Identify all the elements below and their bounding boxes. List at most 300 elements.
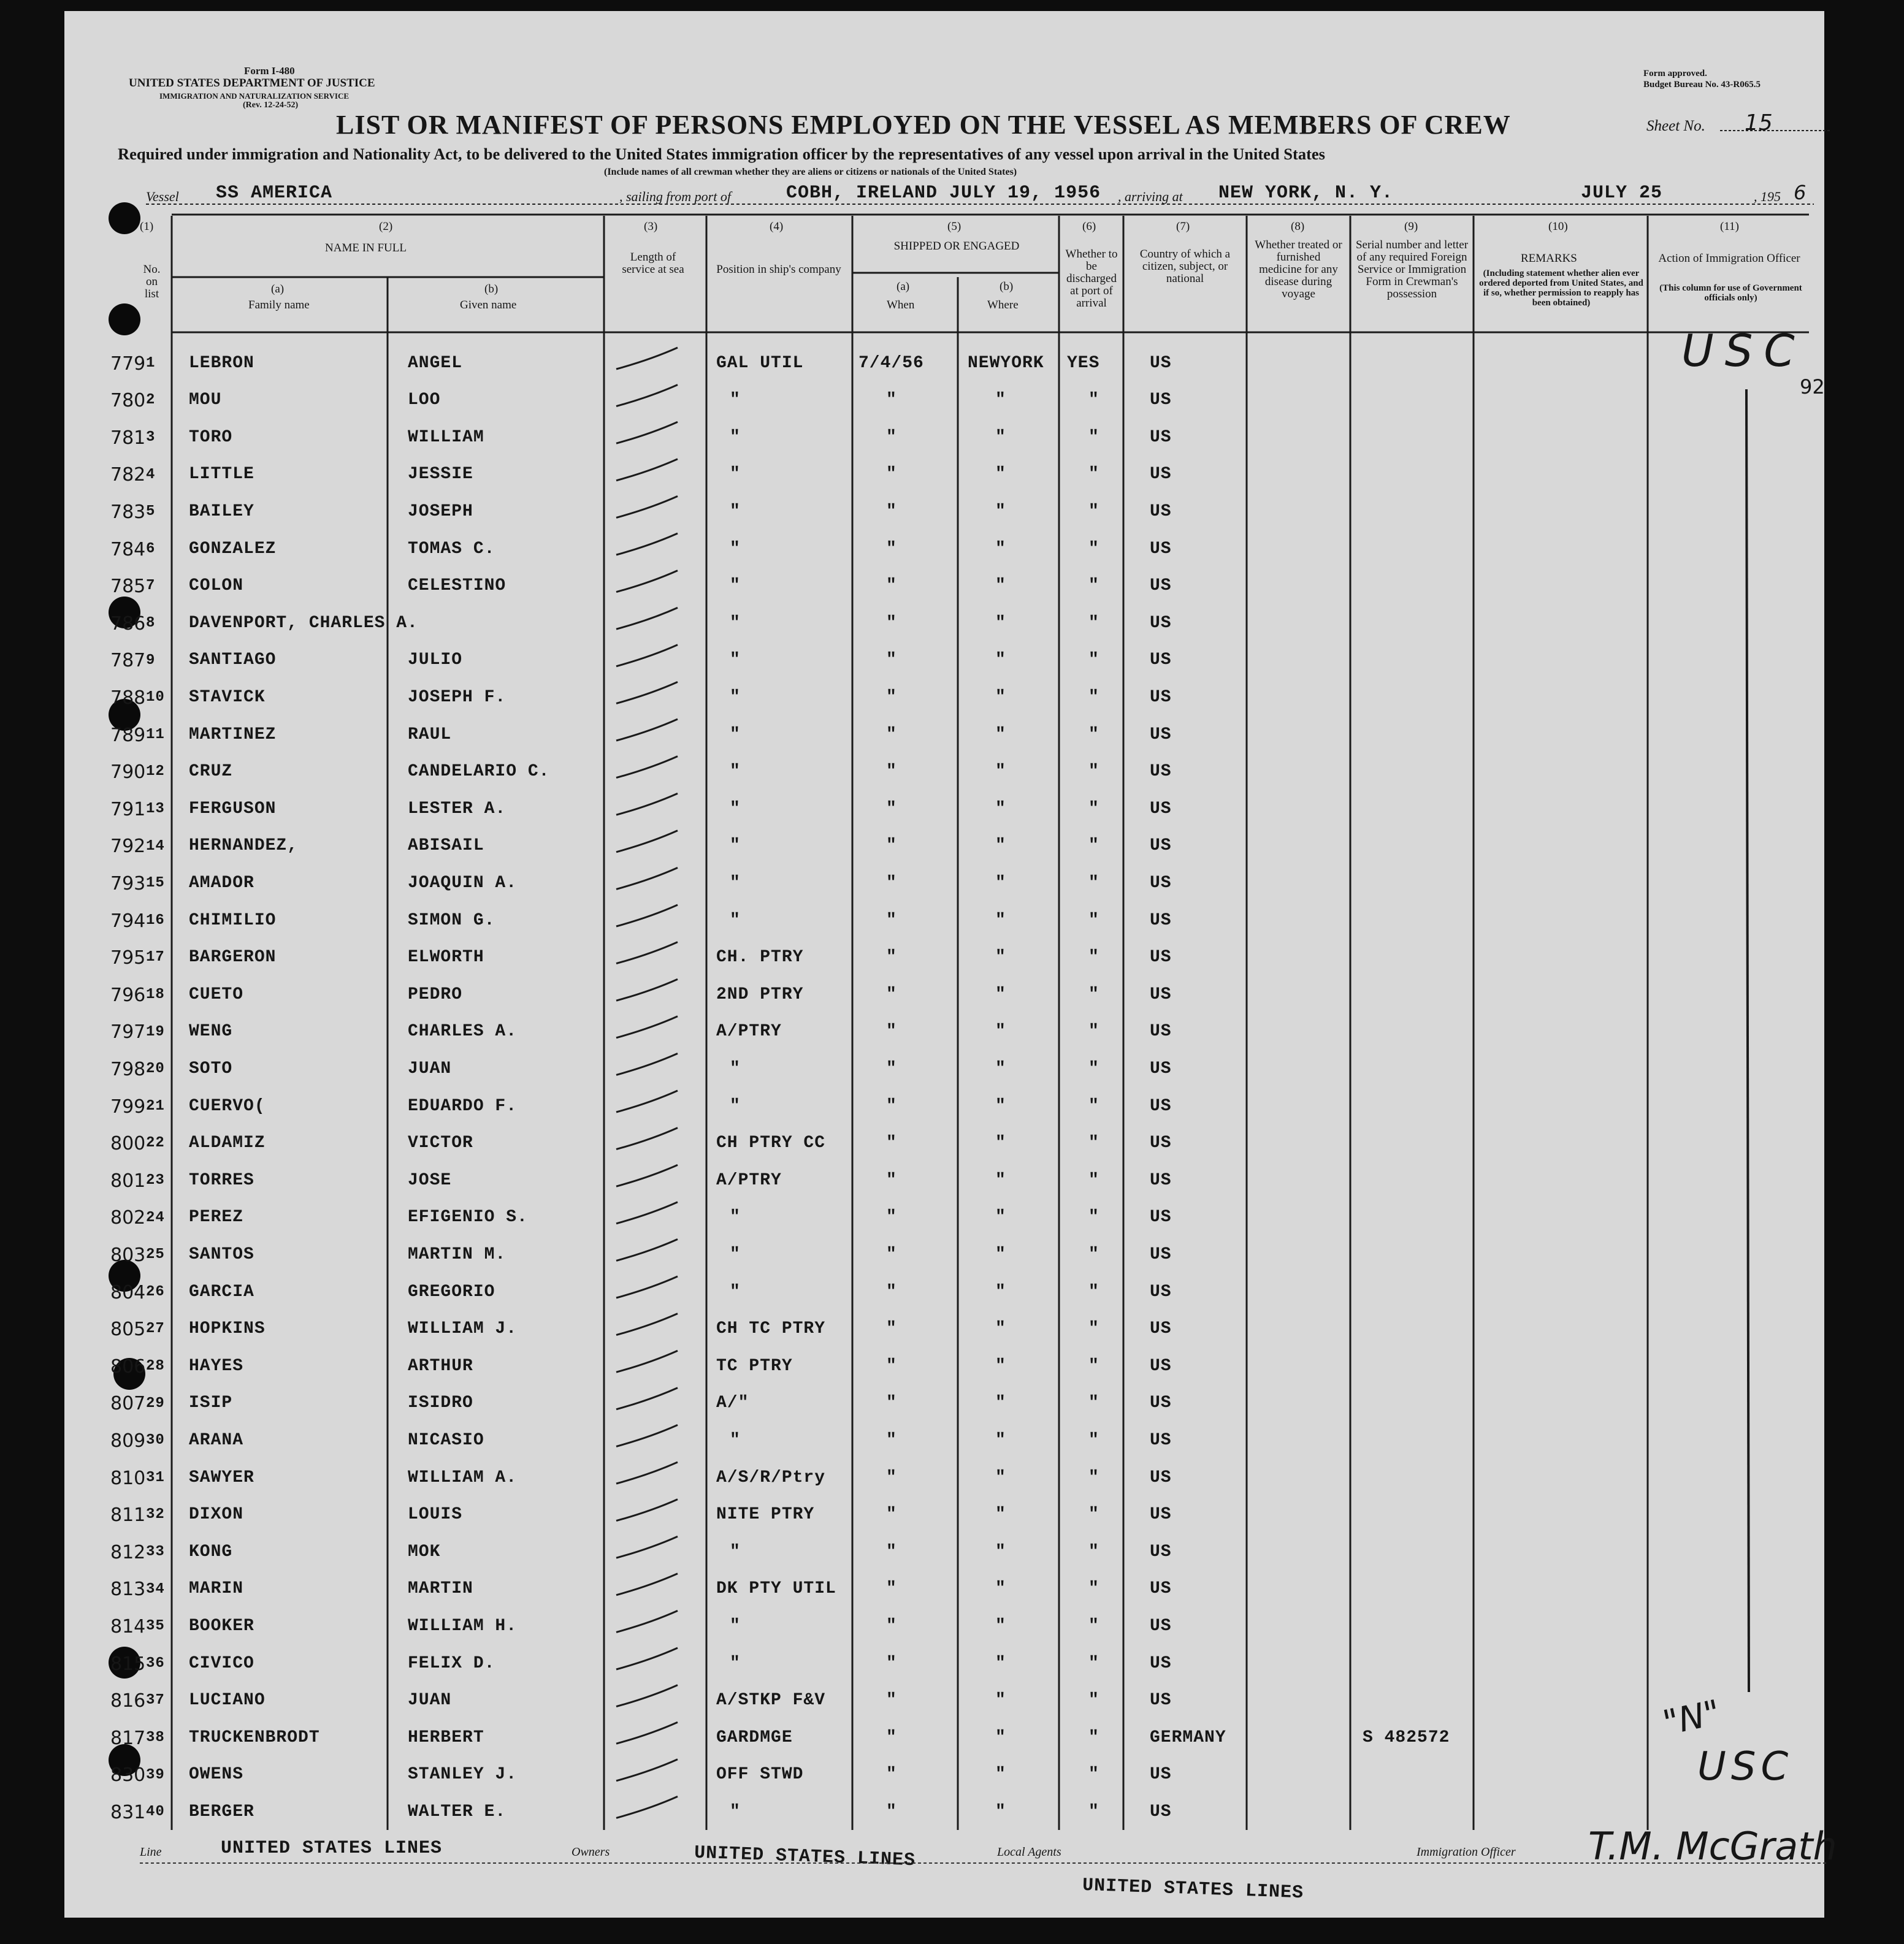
row-given-name: STANLEY J.: [408, 1765, 518, 1785]
service-check-mark: [616, 1128, 678, 1149]
row-given-name: JUAN: [408, 1059, 452, 1078]
col2b-number: (b): [484, 283, 499, 295]
row-given-name: JOSEPH: [408, 502, 473, 521]
officer-initials: "N": [1659, 1693, 1724, 1744]
service-check-mark: [616, 422, 678, 443]
row-country: US: [1150, 1765, 1172, 1785]
row-family-name: GONZALEZ: [189, 539, 277, 558]
row-shipped-when: ": [886, 539, 897, 558]
row-country: US: [1150, 1356, 1172, 1376]
row-number: 22: [146, 1135, 165, 1152]
row-position: ": [730, 1096, 741, 1116]
row-shipped-when: ": [886, 1653, 897, 1673]
row-stamp-number: 785: [110, 576, 146, 598]
row-shipped-when: ": [886, 576, 897, 596]
row-given-name: JOAQUIN A.: [408, 874, 518, 893]
year-digit: 6: [1794, 181, 1807, 204]
row-number: 33: [146, 1544, 165, 1560]
row-shipped-where: ": [995, 725, 1006, 744]
row-stamp-number: 804: [110, 1281, 146, 1303]
row-family-name: LITTLE: [189, 465, 254, 484]
row-country: US: [1150, 910, 1172, 930]
row-position: GARDMGE: [716, 1728, 793, 1747]
row-position: ": [730, 910, 741, 930]
row-position: ": [730, 1059, 741, 1078]
row-discharged: ": [1088, 1208, 1099, 1227]
row-number: 13: [146, 801, 165, 817]
col2-number: (2): [379, 220, 393, 233]
col9-header: Serial number and letter of any required Foreign Service or Immigration Form in Crewman's possession: [1355, 238, 1469, 300]
row-shipped-when: ": [886, 1393, 897, 1413]
row-stamp-number: 814: [110, 1615, 146, 1637]
row-discharged: ": [1088, 391, 1099, 410]
row-country: US: [1150, 502, 1172, 521]
row-country: US: [1150, 874, 1172, 893]
row-number: 40: [146, 1804, 165, 1821]
row-stamp-number: 781: [110, 427, 146, 449]
service-check-mark: [616, 1165, 678, 1186]
row-given-name: WILLIAM A.: [408, 1468, 518, 1487]
row-given-name: WILLIAM H.: [408, 1617, 518, 1636]
row-position: ": [730, 1245, 741, 1264]
row-stamp-number: 806: [110, 1355, 146, 1378]
row-shipped-when: ": [886, 910, 897, 930]
row-country: US: [1150, 353, 1172, 373]
row-family-name: STAVICK: [189, 688, 266, 707]
department-name: UNITED STATES DEPARTMENT OF JUSTICE: [129, 77, 375, 90]
row-discharged: ": [1088, 502, 1099, 521]
row-position: ": [730, 836, 741, 856]
row-number: 28: [146, 1358, 165, 1374]
row-number: 6: [146, 540, 156, 557]
row-stamp-number: 802: [110, 1207, 146, 1229]
row-family-name: ALDAMIZ: [189, 1134, 266, 1153]
row-family-name: MARIN: [189, 1579, 244, 1599]
row-discharged: ": [1088, 1505, 1099, 1525]
row-shipped-where: ": [995, 1245, 1006, 1264]
form-number: Form I-480: [244, 65, 295, 77]
service-check-mark: [616, 682, 678, 703]
row-shipped-when: ": [886, 1542, 897, 1561]
row-country: US: [1150, 613, 1172, 633]
row-position: ": [730, 539, 741, 558]
row-family-name: BOOKER: [189, 1617, 254, 1636]
row-shipped-when: ": [886, 948, 897, 967]
row-family-name: TORRES: [189, 1170, 254, 1190]
row-shipped-where: ": [995, 1134, 1006, 1153]
row-number: 23: [146, 1172, 165, 1189]
row-given-name: HERBERT: [408, 1728, 484, 1747]
service-check-mark: [616, 1016, 678, 1038]
row-country: US: [1150, 836, 1172, 856]
row-position: ": [730, 576, 741, 596]
row-discharged: ": [1088, 539, 1099, 558]
vessel-name: SS AMERICA: [216, 183, 333, 204]
row-position: A/STKP F&V: [716, 1691, 826, 1710]
row-discharged: ": [1088, 1319, 1099, 1339]
row-position: A/": [716, 1393, 749, 1413]
owners-label: Owners: [572, 1845, 610, 1859]
row-family-name: SANTIAGO: [189, 650, 277, 670]
row-shipped-where: ": [995, 948, 1006, 967]
footer-underline: [140, 1861, 1826, 1865]
row-stamp-number: 803: [110, 1244, 146, 1266]
row-country: US: [1150, 1691, 1172, 1710]
row-given-name: FELIX D.: [408, 1653, 495, 1673]
row-shipped-when: ": [886, 874, 897, 893]
row-country: US: [1150, 1802, 1172, 1821]
usc-stamp-top: USC: [1681, 325, 1806, 376]
usc-stamp-bottom: USC: [1697, 1744, 1794, 1790]
row-given-name: EDUARDO F.: [408, 1096, 518, 1116]
officer-label: Immigration Officer: [1417, 1845, 1516, 1859]
agents-label: Local Agents: [997, 1845, 1061, 1859]
budget-number: Budget Bureau No. 43-R065.5: [1643, 80, 1761, 90]
row-shipped-where: ": [995, 1393, 1006, 1413]
row-given-name: JOSE: [408, 1170, 452, 1190]
row-discharged: YES: [1067, 353, 1100, 373]
agents-value: UNITED STATES LINES: [1082, 1875, 1304, 1904]
row-shipped-when: ": [886, 1059, 897, 1078]
row-stamp-number: 794: [110, 910, 146, 932]
row-given-name: GREGORIO: [408, 1282, 495, 1302]
col4-header: Position in ship's company: [716, 263, 841, 276]
row-discharged: ": [1088, 1282, 1099, 1302]
row-discharged: ": [1088, 650, 1099, 670]
row-country: US: [1150, 688, 1172, 707]
row-given-name: PEDRO: [408, 985, 463, 1004]
row-number: 3: [146, 429, 156, 446]
row-family-name: MOU: [189, 391, 222, 410]
row-number: 27: [146, 1321, 165, 1338]
service-check-mark: [616, 1202, 678, 1224]
row-shipped-when: ": [886, 1579, 897, 1599]
row-country: US: [1150, 1505, 1172, 1525]
row-position: A/PTRY: [716, 1022, 782, 1042]
service-check-mark: [616, 1722, 678, 1744]
row-discharged: ": [1088, 465, 1099, 484]
row-discharged: ": [1088, 762, 1099, 782]
row-stamp-number: 801: [110, 1170, 146, 1192]
service-check-mark: [616, 1759, 678, 1781]
service-check-mark: [616, 1500, 678, 1521]
service-check-mark: [616, 1091, 678, 1112]
row-position: ": [730, 799, 741, 818]
row-stamp-number: 795: [110, 947, 146, 969]
row-position: ": [730, 427, 741, 447]
row-position: ": [730, 1617, 741, 1636]
row-family-name: BERGER: [189, 1802, 254, 1821]
row-shipped-when: ": [886, 1431, 897, 1450]
row-shipped-when: ": [886, 427, 897, 447]
row-stamp-number: 812: [110, 1541, 146, 1563]
service-check-mark: [616, 1425, 678, 1446]
row-discharged: ": [1088, 1802, 1099, 1821]
row-number: 9: [146, 652, 156, 669]
service-check-mark: [616, 719, 678, 741]
service-check-mark: [616, 1314, 678, 1335]
row-stamp-number: 810: [110, 1467, 146, 1489]
row-family-name: DAVENPORT, CHARLES A.: [189, 613, 418, 633]
row-number: 24: [146, 1209, 165, 1226]
row-shipped-where: ": [995, 502, 1006, 521]
row-family-name: SOTO: [189, 1059, 233, 1078]
col10-header: REMARKS: [1521, 252, 1577, 265]
row-number: 39: [146, 1766, 165, 1783]
row-stamp-number: 786: [110, 612, 146, 635]
row-discharged: ": [1088, 1765, 1099, 1785]
row-shipped-where: ": [995, 1617, 1006, 1636]
row-given-name: CHARLES A.: [408, 1022, 518, 1042]
row-stamp-number: 787: [110, 650, 146, 672]
row-given-name: WILLIAM: [408, 427, 484, 447]
row-shipped-where: ": [995, 613, 1006, 633]
col5-header: SHIPPED OR ENGAGED: [893, 240, 1020, 253]
row-position: ": [730, 688, 741, 707]
row-number: 11: [146, 726, 165, 743]
row-family-name: DIXON: [189, 1505, 244, 1525]
service-check-mark: [616, 867, 678, 889]
row-country: US: [1150, 725, 1172, 744]
service-check-mark: [616, 1685, 678, 1707]
row-family-name: TORO: [189, 427, 233, 447]
row-position: ": [730, 1282, 741, 1302]
row-given-name: CELESTINO: [408, 576, 507, 596]
row-shipped-where: ": [995, 1802, 1006, 1821]
row-shipped-where: ": [995, 1579, 1006, 1599]
arrival-date: JULY 25: [1581, 183, 1663, 204]
row-number: 18: [146, 986, 165, 1003]
row-shipped-where: ": [995, 1282, 1006, 1302]
row-shipped-when: ": [886, 762, 897, 782]
row-family-name: CHIMILIO: [189, 910, 277, 930]
row-discharged: ": [1088, 1431, 1099, 1450]
vessel-label: Vessel: [146, 189, 179, 204]
row-stamp-number: 809: [110, 1430, 146, 1452]
row-given-name: EFIGENIO S.: [408, 1208, 528, 1227]
row-stamp-number: 811: [110, 1504, 146, 1527]
row-shipped-where: ": [995, 910, 1006, 930]
row-discharged: ": [1088, 427, 1099, 447]
row-shipped-where: ": [995, 1542, 1006, 1561]
row-position: ": [730, 1653, 741, 1673]
row-number: 31: [146, 1469, 165, 1486]
row-shipped-when: ": [886, 391, 897, 410]
row-position: OFF STWD: [716, 1765, 804, 1785]
row-shipped-where: ": [995, 1431, 1006, 1450]
row-shipped-when: ": [886, 1765, 897, 1785]
row-shipped-when: ": [886, 1282, 897, 1302]
row-discharged: ": [1088, 576, 1099, 596]
service-check-mark: [616, 831, 678, 852]
service-check-mark: [616, 979, 678, 1001]
row-given-name: ABISAIL: [408, 836, 484, 856]
service-check-mark: [616, 571, 678, 592]
row-serial: S 482572: [1363, 1728, 1450, 1747]
row-number: 25: [146, 1246, 165, 1264]
service-check-mark: [616, 1536, 678, 1558]
row-given-name: ELWORTH: [408, 948, 484, 967]
row-shipped-when: ": [886, 502, 897, 521]
row-given-name: JULIO: [408, 650, 463, 670]
row-discharged: ": [1088, 910, 1099, 930]
service-check-mark: [616, 757, 678, 778]
row-shipped-when: ": [886, 1319, 897, 1339]
row-shipped-when: ": [886, 1096, 897, 1116]
row-given-name: JESSIE: [408, 465, 473, 484]
row-number: 30: [146, 1432, 165, 1449]
row-country: US: [1150, 1617, 1172, 1636]
row-stamp-number: 816: [110, 1690, 146, 1712]
row-shipped-where: ": [995, 576, 1006, 596]
col5a-header: When: [887, 299, 915, 311]
service-check-mark: [616, 1796, 678, 1818]
row-shipped-where: ": [995, 688, 1006, 707]
row-number: 38: [146, 1729, 165, 1746]
row-position: CH PTRY CC: [716, 1134, 826, 1153]
service-check-mark: [616, 608, 678, 629]
form-revision: (Rev. 12-24-52): [243, 101, 299, 110]
row-shipped-where: ": [995, 1691, 1006, 1710]
row-shipped-when: ": [886, 1691, 897, 1710]
row-position: ": [730, 391, 741, 410]
row-number: 16: [146, 912, 165, 929]
row-number: 15: [146, 875, 165, 892]
row-stamp-number: 813: [110, 1579, 146, 1601]
row-shipped-when: ": [886, 1802, 897, 1821]
year-label: , 195: [1754, 189, 1781, 204]
col1-header: No. on list: [143, 263, 161, 300]
row-stamp-number: 799: [110, 1096, 146, 1118]
row-given-name: WILLIAM J.: [408, 1319, 518, 1339]
row-stamp-number: 817: [110, 1727, 146, 1749]
row-discharged: ": [1088, 1542, 1099, 1561]
row-shipped-when: ": [886, 465, 897, 484]
col8-header: Whether treated or furnished medicine for any disease during voyage: [1255, 238, 1342, 300]
row-country: US: [1150, 465, 1172, 484]
service-check-mark: [616, 942, 678, 964]
row-discharged: ": [1088, 1728, 1099, 1747]
row-family-name: SANTOS: [189, 1245, 254, 1264]
row-number: 36: [146, 1655, 165, 1672]
row-shipped-where: ": [995, 391, 1006, 410]
line-label: Line: [140, 1845, 162, 1859]
row-discharged: ": [1088, 613, 1099, 633]
row-number: 5: [146, 503, 156, 520]
row-country: US: [1150, 799, 1172, 818]
row-given-name: JUAN: [408, 1691, 452, 1710]
row-family-name: CRUZ: [189, 762, 233, 782]
row-family-name: LUCIANO: [189, 1691, 266, 1710]
row-stamp-number: 783: [110, 501, 146, 523]
row-stamp-number: 791: [110, 798, 146, 820]
row-position: ": [730, 1542, 741, 1561]
col8-number: (8): [1291, 220, 1305, 233]
service-check-mark: [616, 1574, 678, 1595]
row-shipped-when: ": [886, 1208, 897, 1227]
row-family-name: HOPKINS: [189, 1319, 266, 1339]
service-check-mark: [616, 793, 678, 815]
row-number: 14: [146, 837, 165, 855]
row-discharged: ": [1088, 688, 1099, 707]
row-shipped-where: ": [995, 1765, 1006, 1785]
row-family-name: OWENS: [189, 1765, 244, 1785]
row-family-name: MARTINEZ: [189, 725, 277, 744]
row-number: 1: [146, 354, 156, 372]
col11-note: (This column for use of Government officials only): [1659, 283, 1802, 303]
row-given-name: VICTOR: [408, 1134, 473, 1153]
row-country: US: [1150, 948, 1172, 967]
form-subtitle: Required under immigration and Nationality Act, to be delivered to the United States immigration officer by the representatives of any vessel upon arrival in the United States: [118, 145, 1325, 163]
row-number: 37: [146, 1692, 165, 1709]
row-shipped-when: ": [886, 1134, 897, 1153]
row-given-name: RAUL: [408, 725, 452, 744]
col9-number: (9): [1404, 220, 1418, 233]
row-stamp-number: 800: [110, 1133, 146, 1155]
col11-number: (11): [1720, 220, 1739, 233]
row-family-name: BARGERON: [189, 948, 277, 967]
row-country: US: [1150, 1245, 1172, 1264]
col10-note: (Including statement whether alien ever ordered deported from United States, and if so, whether permission to reapply has been obtained): [1479, 269, 1643, 308]
row-number: 32: [146, 1506, 165, 1523]
row-shipped-where: ": [995, 1356, 1006, 1376]
row-shipped-where: ": [995, 874, 1006, 893]
col10-number: (10): [1548, 220, 1568, 233]
row-position: ": [730, 613, 741, 633]
row-discharged: ": [1088, 1022, 1099, 1042]
row-discharged: ": [1088, 1356, 1099, 1376]
col6-header: Whether to be discharged at port of arrival: [1065, 248, 1118, 310]
row-family-name: CUETO: [189, 985, 244, 1004]
row-country: US: [1150, 1022, 1172, 1042]
sailing-label: , sailing from port of: [619, 189, 731, 204]
row-discharged: ": [1088, 1653, 1099, 1673]
row-country: US: [1150, 985, 1172, 1004]
margin-number: 92: [1800, 375, 1825, 398]
row-number: 4: [146, 466, 156, 483]
row-number: 17: [146, 949, 165, 966]
service-check-mark: [616, 645, 678, 666]
row-family-name: GARCIA: [189, 1282, 254, 1302]
row-number: 2: [146, 392, 156, 409]
row-family-name: ARANA: [189, 1431, 244, 1450]
row-country: US: [1150, 1653, 1172, 1673]
row-shipped-when: ": [886, 1617, 897, 1636]
row-country: US: [1150, 539, 1172, 558]
col3-header: Length of service at sea: [622, 251, 684, 276]
row-shipped-when: ": [886, 1170, 897, 1190]
row-country: US: [1150, 1134, 1172, 1153]
officer-signature: T.M. McGrath: [1588, 1824, 1837, 1869]
row-family-name: ISIP: [189, 1393, 233, 1413]
row-stamp-number: 831: [110, 1801, 146, 1823]
row-shipped-where: ": [995, 1022, 1006, 1042]
row-discharged: ": [1088, 1170, 1099, 1190]
row-given-name: LOUIS: [408, 1505, 463, 1525]
col7-number: (7): [1176, 220, 1190, 233]
row-shipped-where: ": [995, 1170, 1006, 1190]
sheet-label: Sheet No.: [1646, 118, 1705, 134]
row-position: NITE PTRY: [716, 1505, 815, 1525]
service-check-mark: [616, 1648, 678, 1669]
row-discharged: ": [1088, 985, 1099, 1004]
col6-number: (6): [1082, 220, 1096, 233]
row-given-name: ARTHUR: [408, 1356, 473, 1376]
sailing-from: COBH, IRELAND JULY 19, 1956: [786, 183, 1101, 204]
row-position: TC PTRY: [716, 1356, 793, 1376]
row-position: CH TC PTRY: [716, 1319, 826, 1339]
row-shipped-where: ": [995, 1468, 1006, 1487]
